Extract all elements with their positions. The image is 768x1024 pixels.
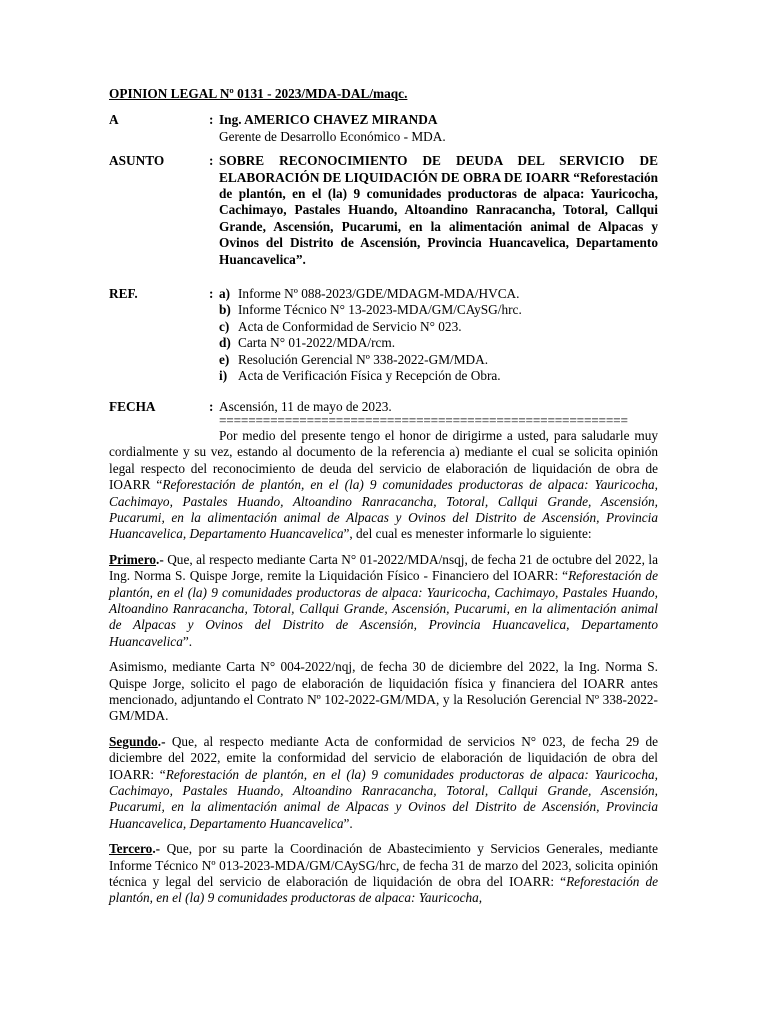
header-colon: : bbox=[209, 286, 214, 302]
document-title: OPINION LEGAL Nº 0131 - 2023/MDA-DAL/maqc. bbox=[109, 86, 408, 101]
reference-item: d) Carta N° 01-2022/MDA/rcm. bbox=[219, 335, 396, 351]
reference-item: e) Resolución Gerencial Nº 338-2022-GM/MDA. bbox=[219, 351, 489, 367]
segundo-paragraph: Segundo.- Que, al respecto mediante Acta de conformidad de servicios N° 023, de fecha 29 de diciembre del 2022, emite la conformidad del servicio de elaboración de liquidación de obra del IOARR: “Reforestación de plantón, en el (la) 9 comunidades productoras de alpaca: Yauricocha, Cachimayo, Pastales Huando, Altoandino Ranracancha, Totoral, Callqui Grande, Ascensión, Pucarumi, en la alimentación animal de Alpacas y Ovinos del Distrito de Ascensión, Provincia Huancavelica, Departamento Huancavelica”. bbox=[109, 733, 658, 831]
header-label-ref: REF. bbox=[109, 286, 138, 302]
header-label-asunto: ASUNTO bbox=[109, 153, 165, 169]
intro-paragraph: Por medio del presente tengo el honor de dirigirme a usted, para saludarle muy cordialmente y su vez, estando al documento de la referencia a) mediante el cual se solicita opinión legal respecto del reconocimiento de deuda del servicio de elaboración de liquidación de obra de IOARR “Reforestación de plantón, en el (la) 9 comunidades productoras de alpaca: Yauricocha, Cachimayo, Pastales Huando, Altoandino Ranracancha, Totoral, Callqui Grande, Ascensión, Pucarumi, en la alimentación animal de Alpacas y Ovinos del Distrito de Ascensión, Provincia Huancavelica, Departamento Huancavelica”, del cual es menester informarle lo siguiente: bbox=[109, 427, 658, 542]
subject-text: SOBRE RECONOCIMIENTO DE DEUDA DEL SERVICIO DE ELABORACIÓN DE LIQUIDACIÓN DE OBRA DE IOARR “Reforestación de plantón, en el (la) 9 comunidades productoras de alpaca: Yauricocha, Cachimayo, Pastales Huando, Altoandino Ranracancha, Totoral, Callqui Grande, Ascensión, Pucarumi, en la alimentación animal de Alpacas y Ovinos del Distrito de Ascensión, Provincia Huancavelica, Departamento Huancavelica”. bbox=[219, 153, 658, 267]
primero-label: Primero bbox=[109, 551, 157, 567]
date-text: Ascensión, 11 de mayo de 2023. bbox=[219, 398, 392, 414]
reference-list bbox=[219, 286, 658, 384]
header-row-ref bbox=[109, 286, 658, 384]
header-label-a: A bbox=[109, 112, 119, 128]
recipient-role: Gerente de Desarrollo Económico - MDA. bbox=[219, 128, 446, 144]
recipient-name: Ing. AMERICO CHAVEZ MIRANDA bbox=[219, 112, 438, 128]
header-row-asunto bbox=[109, 153, 658, 268]
separator-line: ======================================================== bbox=[219, 414, 628, 428]
header-value-a bbox=[219, 112, 658, 145]
header-row-a bbox=[109, 112, 658, 145]
tercero-paragraph: Tercero.- Que, por su parte la Coordinación de Abastecimiento y Servicios Generales, mediante Informe Técnico Nº 013-2023-MDA/GM/CAySG/hrc, de fecha 31 de marzo del 2023, solicita opinión técnica y legal del servicio de elaboración de liquidación de obra del IOARR: “Reforestación de plantón, en el (la) 9 comunidades productoras de alpaca: Yauricocha, bbox=[109, 841, 658, 906]
primero-paragraph: Primero.- Que, al respecto mediante Carta N° 01-2022/MDA/nsqj, de fecha 21 de octubre del 2022, la Ing. Norma S. Quispe Jorge, remite la Liquidación Físico - Financiero del IOARR: “Reforestación de plantón, en el (la) 9 comunidades productoras de alpaca: Yauricocha, Cachimayo, Pastales Huando, Altoandino Ranracancha, Totoral, Callqui Grande, Ascensión, Pucarumi, en la alimentación animal de Alpacas y Ovinos del Distrito de Ascensión, Provincia Huancavelica, Departamento Huancavelica”. bbox=[109, 551, 658, 649]
reference-item: c) Acta de Conformidad de Servicio N° 023. bbox=[219, 318, 462, 334]
header-value-fecha bbox=[219, 399, 658, 428]
header-colon: : bbox=[209, 398, 214, 414]
segundo-label: Segundo bbox=[109, 733, 158, 749]
header-colon: : bbox=[209, 112, 214, 128]
header-row-fecha bbox=[109, 399, 658, 428]
header-colon: : bbox=[209, 153, 214, 169]
reference-item: a) Informe Nº 088-2023/GDE/MDAGM-MDA/HVCA. bbox=[219, 286, 520, 302]
asimismo-paragraph: Asimismo, mediante Carta N° 004-2022/nqj, de fecha 30 de diciembre del 2022, la Ing. Norma S. Quispe Jorge, solicito el pago de elaboración de liquidación física y financiera del IOARR antes mencionado, adjuntando el Contrato Nº 102-2022-GM/MDA, y la Resolución Gerencial Nº 338-2022-GM/MDA. bbox=[109, 659, 658, 724]
tercero-label: Tercero bbox=[109, 841, 153, 857]
header-label-fecha: FECHA bbox=[109, 398, 156, 414]
reference-item: b) Informe Técnico N° 13-2023-MDA/GM/CAySG/hrc. bbox=[219, 302, 522, 318]
reference-item: i) Acta de Verificación Física y Recepción de Obra. bbox=[219, 368, 501, 384]
